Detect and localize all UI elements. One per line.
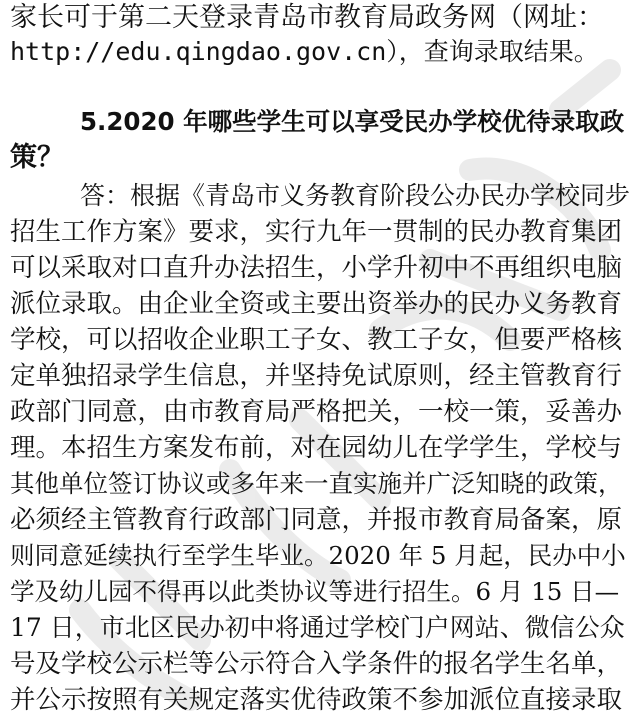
question-heading-line-1: 5.2020 年哪些学生可以享受民办学校优待录取政	[80, 107, 625, 136]
text-line-1: 家长可于第二天登录青岛市教育局政务网（网址：	[10, 2, 604, 33]
answer-line-5: 学校，可以招收企业职工子女、教工子女，但要严格核	[10, 325, 623, 355]
answer-line-10: 必须经主管教育行政部门同意，并报市教育局备案，原	[10, 505, 623, 535]
answer-line-7: 政部门同意，由市教育局严格把关，一校一策，妥善办	[10, 397, 623, 427]
answer-line-14: 号及学校公示栏等公示符合入学条件的报名学生名单，	[10, 649, 623, 679]
answer-line-8: 理。本招生方案发布前，对在园幼儿在学学生，学校与	[10, 433, 623, 463]
answer-line-2: 招生工作方案》要求，实行九年一贯制的民办教育集团	[10, 217, 623, 247]
answer-line-13: 17 日，市北区民办初中将通过学校门户网站、微信公众	[10, 613, 625, 642]
answer-line-15: 并公示按照有关规定落实优待政策不参加派位直接录取	[10, 685, 623, 715]
answer-line-3: 可以采取对口直升办法招生，小学升初中不再组织电脑	[10, 253, 623, 283]
answer-line-6: 定单独招录学生信息，并坚持免试原则，经主管教育行	[10, 361, 623, 391]
question-heading-line-2: 策？	[10, 142, 64, 173]
answer-line-12: 学及幼儿园不得再以此类协议等进行招生。6 月 15 日—	[10, 577, 620, 606]
answer-line-11: 则同意延续执行至学生毕业。2020 年 5 月起，民办中小	[10, 541, 626, 570]
text-line-2-url: http://edu.qingdao.gov.cn），查询录取结果。	[10, 37, 599, 66]
answer-line-9: 其他单位签订协议或多年来一直实施并广泛知晓的政策，	[10, 469, 623, 498]
answer-line-4: 派位录取。由企业全资或主要出资举办的民办义务教育	[10, 289, 623, 319]
answer-line-1: 答：根据《青岛市义务教育阶段公办民办学校同步	[80, 181, 631, 210]
